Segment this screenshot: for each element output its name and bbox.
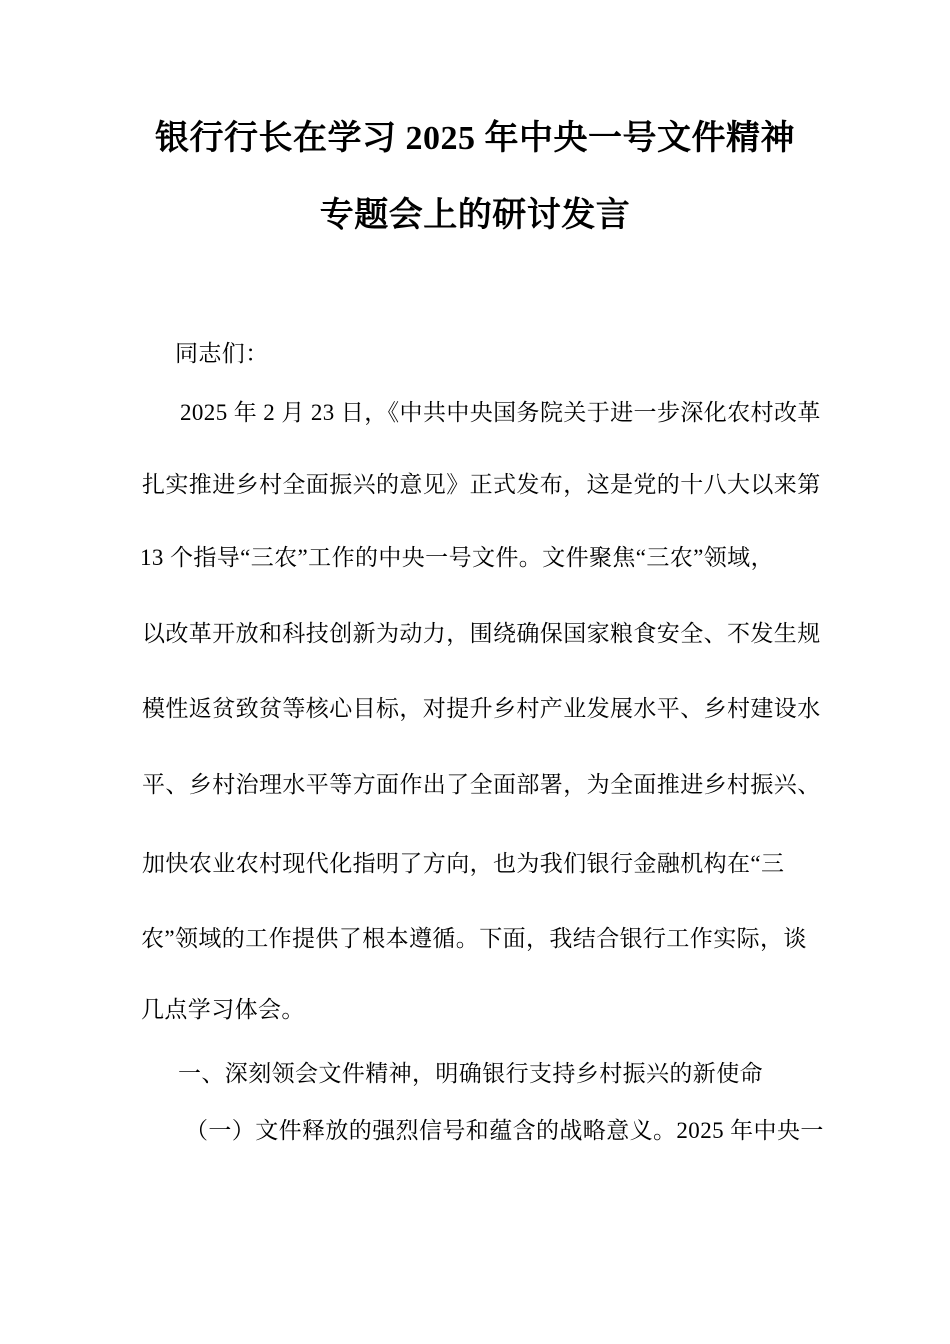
body-text-line: （一）文件释放的强烈信号和蕴含的战略意义。2025 年中央一 [185, 1118, 824, 1143]
body-text-line: 一、深刻领会文件精神，明确银行支持乡村振兴的新使命 [178, 1061, 763, 1086]
body-text-line: 2025 年 2 月 23 日，《中共中央国务院关于进一步深化农村改革 [180, 400, 821, 425]
body-text-line: 农”领域的工作提供了根本遵循。下面，我结合银行工作实际，谈 [141, 926, 807, 951]
body-text-line: 同志们： [175, 341, 269, 366]
document-title-line: 银行行长在学习 2025 年中央一号文件精神 [155, 120, 795, 157]
body-text-line: 加快农业农村现代化指明了方向，也为我们银行金融机构在“三 [142, 851, 785, 876]
document-title-line: 专题会上的研讨发言 [319, 197, 631, 234]
body-text-line: 以改革开放和科技创新为动力，围绕确保国家粮食安全、不发生规 [142, 621, 821, 646]
body-text-line: 扎实推进乡村全面振兴的意见》正式发布，这是党的十八大以来第 [142, 472, 821, 497]
body-text-line: 平、乡村治理水平等方面作出了全面部署，为全面推进乡村振兴、 [142, 772, 821, 797]
body-text-line: 模性返贫致贫等核心目标，对提升乡村产业发展水平、乡村建设水 [142, 696, 821, 721]
body-text-line: 13 个指导“三农”工作的中央一号文件。文件聚焦“三农”领域， [140, 545, 774, 570]
body-text-line: 几点学习体会。 [141, 997, 305, 1022]
